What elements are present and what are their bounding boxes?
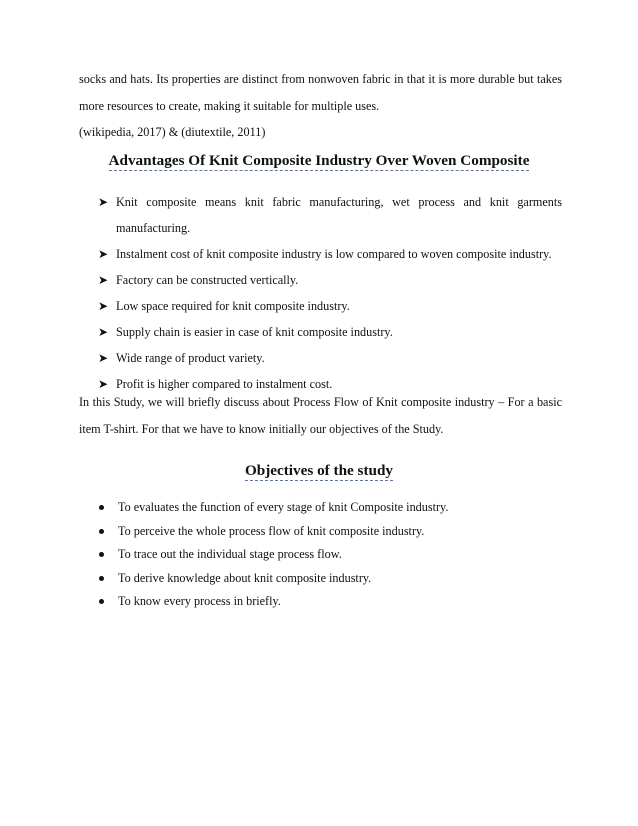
list-item: ➤ Low space required for knit composite industry.: [98, 293, 562, 319]
arrow-bullet-icon: ➤: [98, 325, 109, 339]
list-item: To perceive the whole process flow of knit composite industry.: [99, 520, 448, 544]
arrow-bullet-icon: ➤: [98, 377, 109, 391]
advantages-heading-text: Advantages Of Knit Composite Industry Over Woven Composite: [108, 152, 530, 169]
dot-bullet-icon: [99, 576, 104, 581]
objectives-list: [99, 496, 448, 614]
arrow-bullet-icon: ➤: [98, 195, 109, 209]
arrow-bullet-icon: ➤: [98, 247, 109, 261]
list-item: ➤ Wide range of product variety.: [98, 345, 562, 371]
dot-bullet-icon: [99, 599, 104, 604]
intro-paragraph: socks and hats. Its properties are distinct from nonwoven fabric in that it is more durable but takes more resources to create, making it suitable for multiple uses.: [79, 72, 562, 113]
objectives-heading-text: Objectives of the study: [244, 462, 394, 479]
arrow-bullet-icon: ➤: [98, 273, 109, 287]
list-item: To evaluates the function of every stage of knit Composite industry.: [99, 496, 448, 520]
citation: (wikipedia, 2017) & (diutextile, 2011): [79, 125, 266, 139]
arrow-bullet-icon: ➤: [98, 299, 109, 313]
arrow-bullet-icon: ➤: [98, 351, 109, 365]
list-item: To derive knowledge about knit composite industry.: [99, 567, 448, 591]
list-item: ➤ Instalment cost of knit composite industry is low compared to woven composite industry.: [98, 241, 562, 267]
dot-bullet-icon: [99, 552, 104, 557]
list-item: ➤ Factory can be constructed vertically.: [98, 267, 562, 293]
list-item: To know every process in briefly.: [99, 590, 448, 614]
dot-bullet-icon: [99, 529, 104, 534]
list-item: To trace out the individual stage process flow.: [99, 543, 448, 567]
objectives-heading: [0, 462, 638, 480]
dot-bullet-icon: [99, 505, 104, 510]
list-item: ➤ Supply chain is easier in case of knit composite industry.: [98, 319, 562, 345]
advantages-heading: [0, 152, 638, 170]
advantages-list: [98, 189, 562, 397]
list-item: ➤ Profit is higher compared to instalment cost.: [98, 371, 562, 397]
study-paragraph: In this Study, we will briefly discuss about Process Flow of Knit composite industry – For a basic item T-shirt. For that we have to know initially our objectives of the Study.: [79, 395, 562, 436]
list-item: ➤ Knit composite means knit fabric manufacturing, wet process and knit garments manufacturing.: [98, 189, 562, 241]
